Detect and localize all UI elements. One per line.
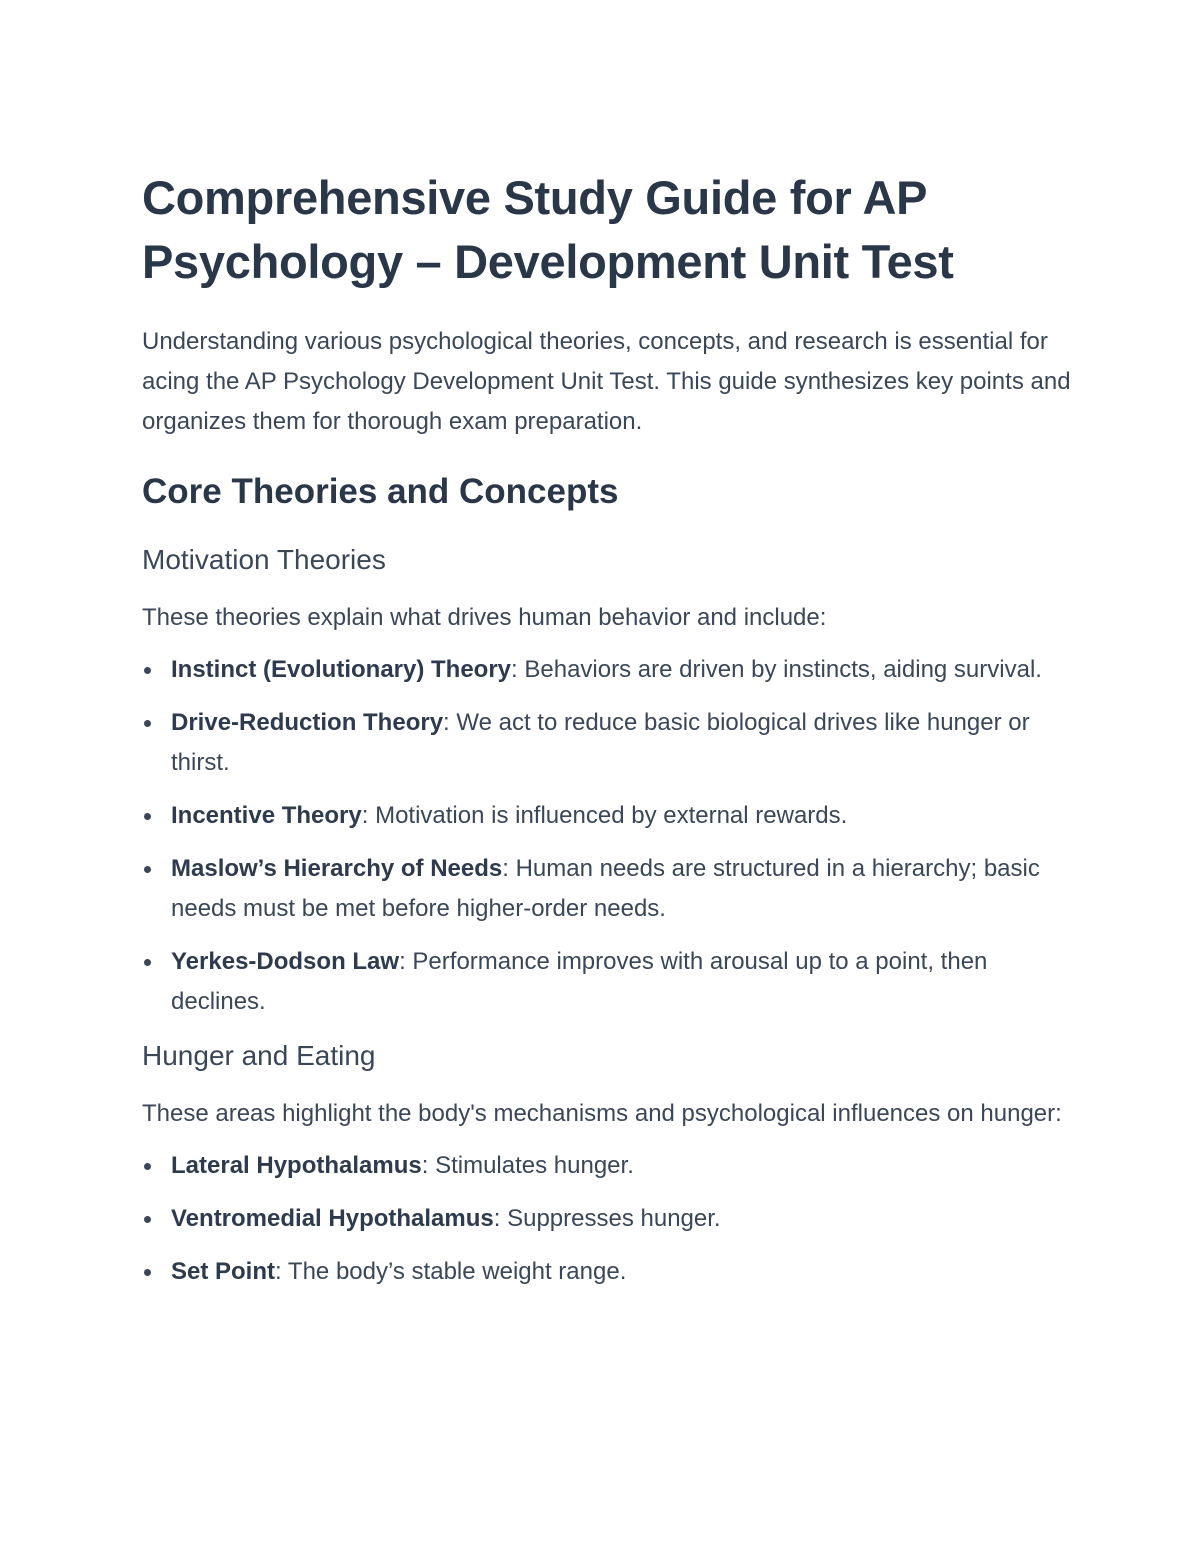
list-item-term: Drive-Reduction Theory: [171, 709, 444, 736]
list-item: [142, 1252, 1072, 1292]
hunger-list: [142, 1146, 1072, 1292]
list-item-description: Behaviors are driven by instincts, aiding survival.: [524, 656, 1042, 683]
bullet-icon: [144, 1163, 151, 1170]
list-item: [142, 942, 1072, 1022]
motivation-list: [142, 650, 1072, 1022]
section-heading-core-theories: Core Theories and Concepts: [142, 472, 619, 511]
list-item-term: Incentive Theory: [171, 802, 362, 829]
list-item-separator: :: [421, 1152, 436, 1179]
list-item-term: Set Point: [171, 1258, 276, 1285]
list-item-separator: :: [361, 802, 376, 829]
subheading-motivation-theories: Motivation Theories: [142, 544, 386, 575]
bullet-icon: [144, 1269, 151, 1276]
hunger-section: [142, 1036, 1072, 1292]
bullet-icon: [144, 959, 151, 966]
list-item-term: Yerkes-Dodson Law: [171, 948, 400, 975]
bullet-icon: [144, 813, 151, 820]
list-item-term: Ventromedial Hypothalamus: [171, 1205, 494, 1232]
list-item: [142, 650, 1072, 690]
hunger-intro: These areas highlight the body's mechanisms and psychological influences on hunger:: [142, 1100, 1062, 1127]
list-item-separator: :: [511, 656, 525, 683]
list-item-term: Lateral Hypothalamus: [171, 1152, 422, 1179]
list-item-description: Stimulates hunger.: [435, 1152, 634, 1179]
list-item-description: We act to reduce basic biological drives like hunger or thirst.: [171, 709, 1030, 776]
list-item: [142, 1199, 1072, 1239]
list-item: [142, 849, 1072, 929]
list-item-description: Motivation is influenced by external rewards.: [375, 802, 848, 829]
list-item-separator: :: [502, 855, 516, 882]
bullet-icon: [144, 1216, 151, 1223]
list-item-description: Performance improves with arousal up to a point, then declines.: [171, 948, 988, 1015]
document-page: [142, 166, 1072, 1305]
list-item-description: The body’s stable weight range.: [287, 1258, 627, 1285]
motivation-intro: These theories explain what drives human behavior and include:: [142, 604, 827, 631]
list-item: [142, 1146, 1072, 1186]
list-item-description: Suppresses hunger.: [507, 1205, 721, 1232]
motivation-section: [142, 540, 1072, 1022]
list-item-separator: :: [399, 948, 413, 975]
document-intro: Understanding various psychological theories, concepts, and research is essential for acing the AP Psychology Development Unit Test. This guide synthesizes key points and organizes them for thorough exam preparation.: [142, 328, 1071, 435]
bullet-icon: [144, 667, 151, 674]
list-item: [142, 703, 1072, 783]
list-item-separator: :: [275, 1258, 288, 1285]
list-item: [142, 796, 1072, 836]
bullet-icon: [144, 720, 151, 727]
document-title: Comprehensive Study Guide for AP Psychology – Development Unit Test: [142, 171, 954, 288]
list-item-term: Instinct (Evolutionary) Theory: [171, 656, 512, 683]
subheading-hunger-and-eating: Hunger and Eating: [142, 1040, 376, 1071]
list-item-term: Maslow’s Hierarchy of Needs: [171, 855, 503, 882]
list-item-separator: :: [493, 1205, 508, 1232]
bullet-icon: [144, 866, 151, 873]
list-item-separator: :: [443, 709, 457, 736]
list-item-description: Human needs are structured in a hierarchy; basic needs must be met before higher-order needs.: [171, 855, 1040, 922]
